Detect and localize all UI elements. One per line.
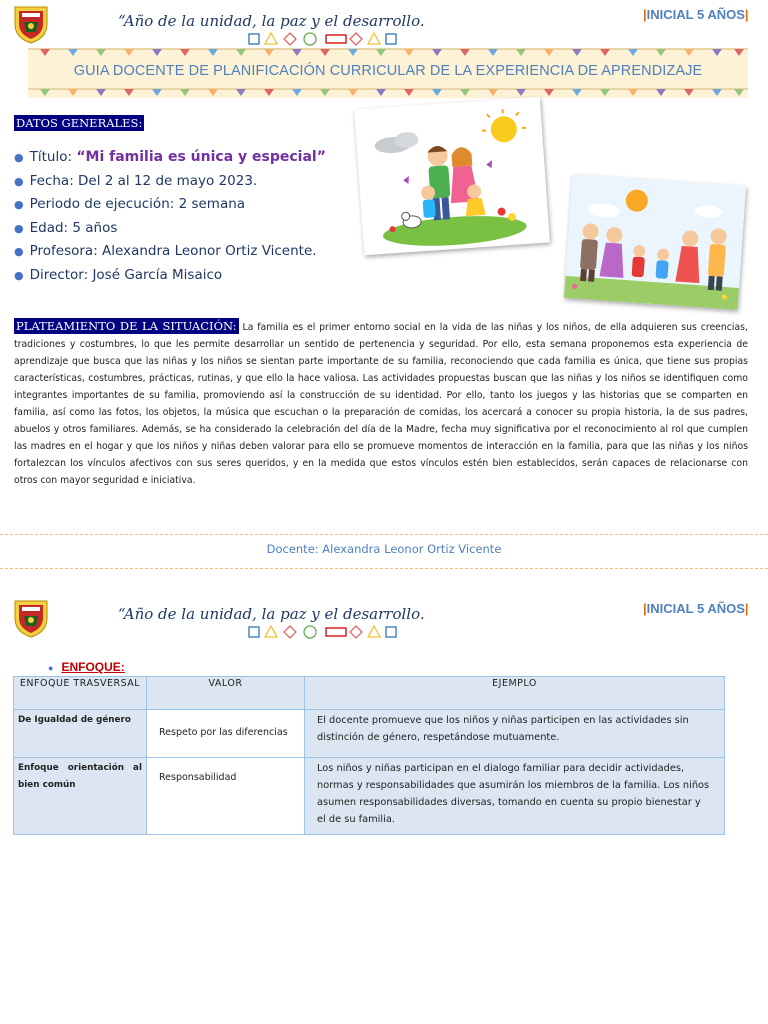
enfoque-label: ENFOQUE: bbox=[61, 660, 125, 674]
header-motto: “Año de la unidad, la paz y el desarrollo. bbox=[118, 605, 425, 623]
divider bbox=[0, 568, 768, 569]
situation-paragraph bbox=[14, 318, 748, 489]
geometric-shapes-icon bbox=[248, 624, 418, 640]
table-cell-valor: Respeto por las diferencias bbox=[147, 710, 305, 758]
level-text: INICIAL 5 AÑOS bbox=[646, 7, 745, 22]
title-value: “Mi familia es única y especial” bbox=[76, 149, 326, 165]
bullet-icon: ● bbox=[14, 245, 24, 258]
enfoque-table bbox=[13, 676, 725, 835]
guide-title: GUIA DOCENTE DE PLANIFICACIÓN CURRICULAR DE LA EXPERIENCIA DE APRENDIZAJE bbox=[73, 63, 703, 79]
datos-generales-list bbox=[14, 146, 326, 287]
bunting-icon bbox=[28, 48, 748, 58]
datos-generales-label: DATOS GENERALES: bbox=[16, 116, 143, 130]
level-text: INICIAL 5 AÑOS bbox=[646, 601, 745, 616]
table-header-cell: VALOR bbox=[147, 677, 305, 710]
table-header-cell: EJEMPLO bbox=[305, 677, 725, 710]
level-bar-right: | bbox=[744, 7, 749, 22]
document-page-2 bbox=[0, 590, 768, 1024]
divider bbox=[0, 534, 768, 535]
list-item bbox=[14, 146, 326, 170]
age-text: Edad: 5 años bbox=[29, 219, 118, 236]
level-bar-left: | bbox=[643, 601, 647, 616]
table-header-cell: ENFOQUE TRASVERSAL bbox=[14, 677, 147, 710]
table-cell-valor: Responsabilidad bbox=[147, 758, 305, 835]
school-crest-icon bbox=[12, 4, 50, 44]
bullet-icon: ● bbox=[14, 151, 24, 164]
teacher-text: Profesora: Alexandra Leonor Ortiz Vicente. bbox=[29, 243, 317, 259]
level-bar-right: | bbox=[744, 601, 749, 616]
title-label: Título: bbox=[29, 149, 77, 165]
bullet-icon: ● bbox=[14, 174, 24, 188]
table-cell-ejemplo: El docente promueve que los niños y niñas participen en las actividades sin distinción de género, respetándose mutuamente. bbox=[305, 710, 725, 758]
footer-teacher: Docente: Alexandra Leonor Ortiz Vicente bbox=[266, 542, 502, 556]
level-badge bbox=[643, 601, 749, 616]
level-badge bbox=[643, 7, 749, 22]
period-text: Periodo de ejecución: 2 semana bbox=[29, 196, 246, 212]
table-row bbox=[14, 758, 725, 835]
bunting-bottom-icon bbox=[28, 88, 748, 98]
geometric-shapes-icon bbox=[248, 31, 418, 47]
enfoque-heading bbox=[48, 660, 125, 674]
list-item bbox=[14, 264, 326, 288]
header-motto: “Año de la unidad, la paz y el desarrollo. bbox=[118, 12, 425, 30]
list-item bbox=[14, 240, 326, 264]
table-cell-enfoque: De Igualdad de género bbox=[14, 710, 147, 758]
school-crest-icon bbox=[12, 598, 50, 638]
list-item bbox=[14, 193, 326, 217]
table-cell-enfoque: Enfoque orientación al bien común bbox=[14, 758, 147, 835]
title-banner bbox=[28, 48, 748, 98]
table-row bbox=[14, 710, 725, 758]
bullet-icon: ● bbox=[14, 268, 24, 282]
situation-text: La familia es el primer entorno social en la vida de las niñas y los niños, de ella adquieren sus creencias, tradiciones y costumbres, lo que les permite desarrollar un sentido de pertenencia y seguridad. Por ello, esta semana proponemos esta experiencia de aprendizaje que busca que las niñas y los niños se sientan parte importante de su familia, reconociendo que cada familia es única, que tiene sus propias características, costumbres, prácticas, rutinas, y que ello la hace valiosa. Las actividades propuestas buscan que las niñas y los niños se identifiquen como integrantes importantes de su familia, promoviendo así la construcción de su identidad. Por ello, tanto los juegos y las historias que se comparten en familia, así como las fotos, los objetos, la música que escuchan o la preparación de comidas, los acercará a conocer su propia historia, la de sus padres, abuelos y otros familiares. Además, se ha considerado la celebración del día de la Madre, fecha muy significativa por el reconocimiento al rol que cumplen las madres en el hogar y que los niños y niñas deben valorar para ello se promueve momentos de interacción en la familia, para que las niñas y los niños fortalezcan los vínculos afectivos con sus seres queridos, y en la medida que estos vínculos estén bien establecidos, serán capaces de relacionarse con otros con mayor seguridad e iniciativa. bbox=[14, 322, 748, 486]
situation-label: PLATEAMIENTO DE LA SITUACIÓN: bbox=[16, 319, 237, 333]
list-item bbox=[14, 217, 326, 241]
bullet-icon: ● bbox=[48, 663, 54, 673]
director-text: Director: José García Misaico bbox=[29, 266, 223, 283]
list-item bbox=[14, 170, 326, 194]
family-illustration bbox=[354, 97, 550, 256]
date-text: Fecha: Del 2 al 12 de mayo 2023. bbox=[29, 172, 258, 189]
bullet-icon: ● bbox=[14, 221, 24, 235]
bullet-icon: ● bbox=[14, 198, 24, 211]
grandparents-family-illustration bbox=[564, 174, 746, 310]
table-cell-ejemplo: Los niños y niñas participan en el dialogo familiar para decidir actividades, normas y responsabilidades que asumirán los miembros de la familia. Los niños asumen responsabilidades diversas, tomando en cuenta su propio bienestar y el de su familia. bbox=[305, 758, 725, 835]
table-header-row bbox=[14, 677, 725, 710]
level-bar-left: | bbox=[643, 7, 647, 22]
